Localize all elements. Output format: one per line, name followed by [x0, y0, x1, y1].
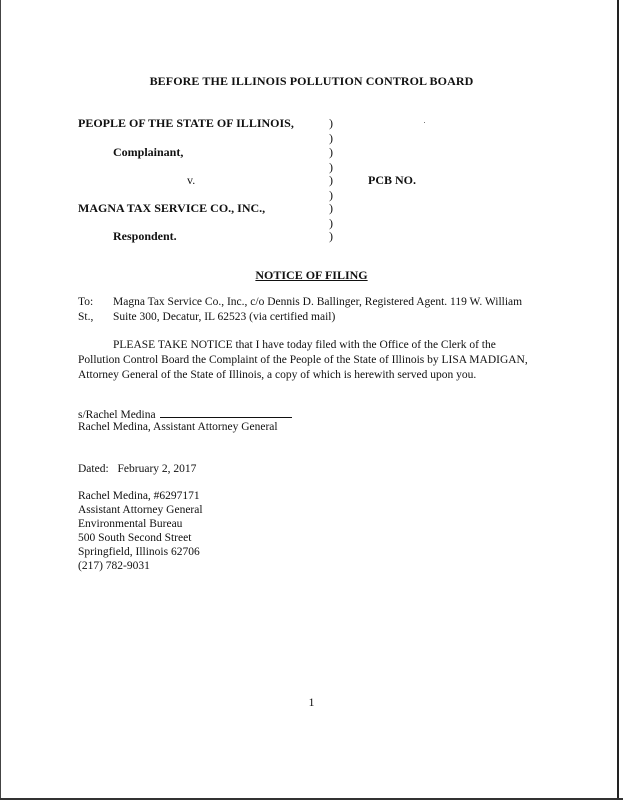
- contact-line: Environmental Bureau: [78, 518, 183, 530]
- recipient-line-2: Suite 300, Decatur, IL 62523 (via certified mail): [113, 311, 336, 323]
- contact-line: 500 South Second Street: [78, 532, 192, 544]
- versus-label: v.: [187, 173, 196, 187]
- contact-line: Rachel Medina, #6297171: [78, 490, 200, 502]
- defendant-role: Respondent.: [113, 229, 177, 243]
- caption-paren: ): [329, 159, 333, 174]
- caption-paren: ): [329, 145, 333, 159]
- dated-value: February 2, 2017: [117, 463, 197, 475]
- caption-paren: ): [329, 187, 333, 202]
- defendant-name: MAGNA TAX SERVICE CO., INC.,: [78, 201, 266, 215]
- notice-title: NOTICE OF FILING: [255, 268, 368, 282]
- date-line: [78, 462, 196, 477]
- caption-paren: ): [329, 201, 333, 215]
- scan-speck: [424, 122, 425, 123]
- to-label: To:: [78, 296, 94, 308]
- plaintiff-name: PEOPLE OF THE STATE OF ILLINOIS,: [78, 116, 294, 130]
- dated-label: Dated:: [78, 463, 109, 475]
- contact-line: Springfield, Illinois 62706: [78, 546, 200, 558]
- page-number: 1: [308, 695, 315, 709]
- recipient-line-1: Magna Tax Service Co., Inc., c/o Dennis D. Ballinger, Registered Agent. 119 W. William: [113, 296, 523, 308]
- caption-paren: ): [329, 173, 333, 187]
- caption-paren: ): [329, 229, 333, 243]
- board-heading: BEFORE THE ILLINOIS POLLUTION CONTROL BOARD: [149, 74, 474, 88]
- signature-rule: [160, 405, 292, 418]
- contact-line: (217) 782-9031: [78, 560, 150, 572]
- scan-edge-right: [617, 0, 619, 800]
- caption-paren: ): [329, 130, 333, 145]
- signature: s/Rachel Medina: [78, 409, 156, 421]
- notice-line: Pollution Control Board the Complaint of the People of the State of Illinois by LISA MADIGAN,: [78, 354, 528, 366]
- caption-paren: ): [329, 116, 333, 130]
- notice-line: PLEASE TAKE NOTICE that I have today filed with the Office of the Clerk of the: [113, 339, 496, 351]
- notice-line: Attorney General of the State of Illinois, a copy of which is herewith served upon you.: [78, 369, 477, 381]
- scan-edge-left: [0, 0, 1, 800]
- plaintiff-role: Complainant,: [113, 145, 184, 159]
- caption-paren: ): [329, 215, 333, 230]
- case-number-label: PCB NO.: [368, 173, 416, 187]
- contact-line: Assistant Attorney General: [78, 504, 203, 516]
- to-label-continued: St.,: [78, 311, 94, 323]
- signer-title: Rachel Medina, Assistant Attorney General: [78, 421, 278, 433]
